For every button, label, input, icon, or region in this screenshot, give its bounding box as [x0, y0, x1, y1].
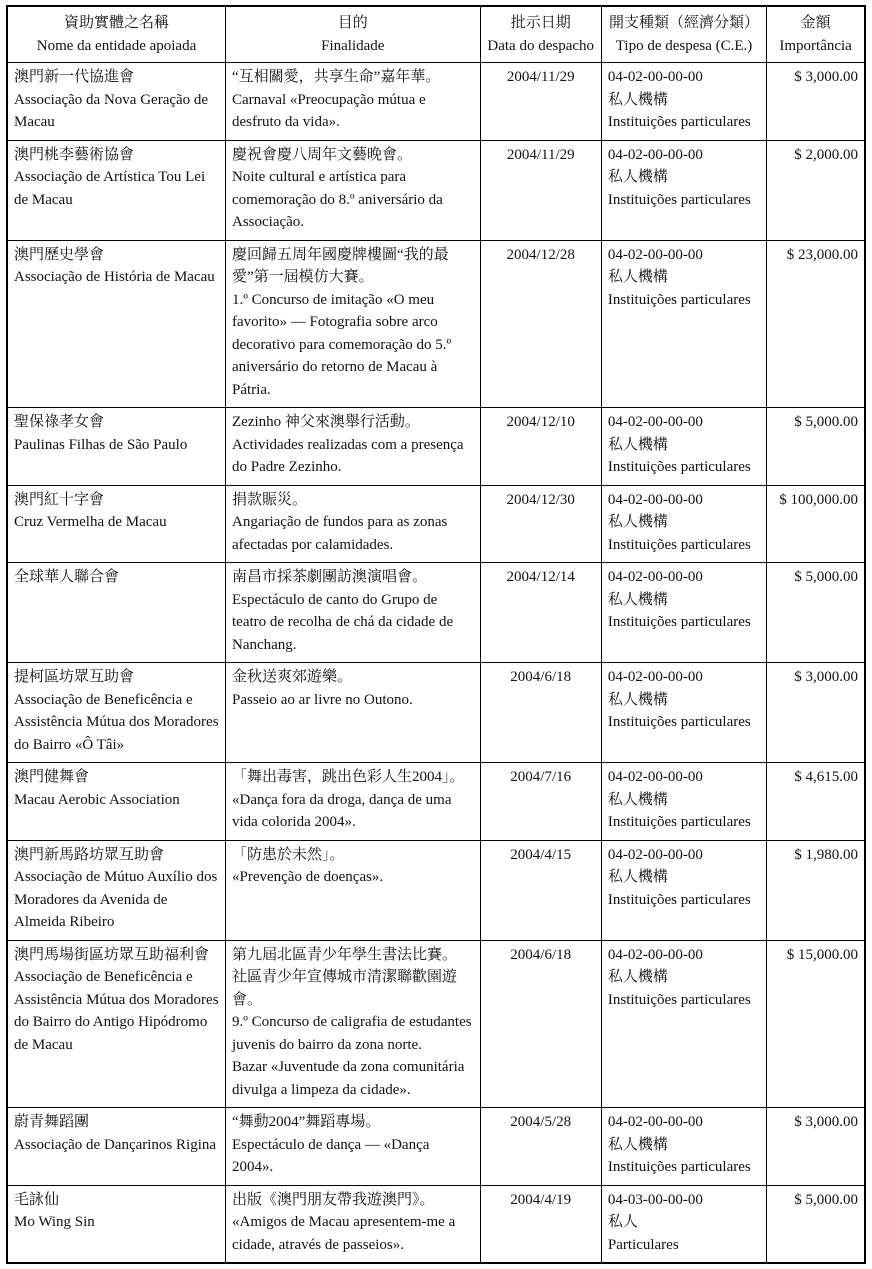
expense-type-zh: 私人機構 [607, 269, 668, 285]
amount-cell: $ 23,000.00 [767, 240, 865, 408]
table-row [7, 563, 865, 663]
subsidy-table [6, 5, 866, 1264]
expense-type-cell [601, 563, 766, 663]
purpose-line: 「防患於未然」。 [232, 846, 345, 863]
amount-cell: $ 3,000.00 [767, 663, 865, 763]
expense-type-zh: 私人機構 [607, 969, 668, 985]
amount-cell: $ 5,000.00 [767, 1185, 865, 1263]
expense-type-pt: Instituições particulares [607, 614, 751, 630]
entity-name-zh: 毛詠仙 [14, 1191, 60, 1208]
expense-type-zh: 私人機構 [607, 691, 668, 708]
expense-code: 04-02-00-00-00 [607, 846, 703, 863]
despacho-date-cell: 2004/7/16 [480, 763, 601, 841]
header-purpose-pt: Finalidade [321, 37, 385, 54]
entity-name-cell [7, 63, 226, 141]
purpose-line: 第九屆北區青少年學生書法比賽。 [232, 946, 458, 963]
purpose-cell [226, 240, 481, 408]
amount-cell: $ 4,615.00 [767, 763, 865, 841]
expense-type-pt: Instituições particulares [607, 291, 751, 308]
entity-name-zh: 提柯區坊眾互助會 [14, 669, 135, 685]
purpose-line: Noite cultural e artística para comemoração do 8.º aniversário da Associação. [232, 169, 443, 230]
entity-name-cell [7, 940, 226, 1108]
entity-name-pt: Associação de Beneficência e Assistência Mútua dos Moradores do Bairro do Antigo Hipódromo de Macau [14, 969, 219, 1053]
table-row [7, 240, 865, 408]
header-despacho-date [480, 6, 601, 63]
table-row [7, 663, 865, 763]
expense-type-cell [601, 485, 766, 563]
expense-type-zh: 私人機構 [607, 869, 668, 885]
amount-cell: $ 5,000.00 [767, 563, 865, 663]
expense-type-zh: 私人機構 [607, 169, 668, 185]
entity-name-cell [7, 563, 226, 663]
despacho-date-cell: 2004/4/19 [480, 1185, 601, 1263]
entity-name-pt: Associação de Dançarinos Rigina [14, 1136, 217, 1153]
expense-code: 04-02-00-00-00 [607, 769, 703, 785]
header-purpose-zh: 目的 [337, 15, 368, 31]
expense-code: 04-02-00-00-00 [607, 246, 703, 263]
entity-name-pt: Associação de Mútuo Auxílio dos Moradores da Avenida de Almeida Ribeiro [14, 869, 218, 930]
entity-name-cell [7, 663, 226, 763]
header-amount [767, 6, 865, 63]
amount-cell: $ 15,000.00 [767, 940, 865, 1108]
entity-name-cell [7, 240, 226, 408]
expense-type-cell [601, 663, 766, 763]
purpose-line: 「舞出毒害，跳出色彩人生2004」。 [232, 769, 465, 785]
expense-type-pt: Instituições particulares [607, 814, 751, 830]
despacho-date-cell: 2004/12/14 [480, 563, 601, 663]
expense-type-pt: Instituições particulares [607, 114, 751, 130]
entity-name-zh: 蔚青舞蹈團 [14, 1114, 90, 1130]
entity-name-cell [7, 485, 226, 563]
expense-type-pt: Instituições particulares [607, 714, 751, 730]
expense-code: 04-02-00-00-00 [607, 146, 703, 163]
despacho-date-cell: 2004/6/18 [480, 663, 601, 763]
entity-name-zh: 澳門健舞會 [14, 769, 90, 785]
entity-name-cell [7, 1108, 226, 1186]
table-row [7, 763, 865, 841]
table-row [7, 1185, 865, 1263]
despacho-date-cell: 2004/5/28 [480, 1108, 601, 1186]
header-entity-name [7, 6, 226, 63]
expense-code: 04-02-00-00-00 [607, 414, 703, 430]
expense-type-pt: Particulares [607, 1236, 679, 1253]
entity-name-cell [7, 140, 226, 240]
expense-type-zh: 私人機構 [607, 436, 668, 453]
entity-name-pt: Macau Aerobic Association [14, 791, 180, 808]
expense-type-cell [601, 840, 766, 940]
header-row [7, 6, 865, 63]
table-row [7, 940, 865, 1108]
purpose-line: 南昌市採茶劇團訪澳演唱會。 [232, 569, 428, 585]
expense-type-zh: 私人機構 [607, 514, 668, 530]
purpose-line: «Prevenção de doenças». [232, 869, 384, 885]
table-body [7, 63, 865, 1264]
purpose-line: 9.º Concurso de caligrafia de estudantes juvenis do bairro da zona norte. [232, 1014, 472, 1053]
amount-cell: $ 3,000.00 [767, 63, 865, 141]
purpose-cell [226, 840, 481, 940]
expense-type-cell [601, 140, 766, 240]
header-amount-zh: 金額 [800, 15, 831, 31]
header-purpose [226, 6, 481, 63]
header-entity-name-pt: Nome da entidade apoiada [36, 37, 197, 54]
expense-type-cell [601, 940, 766, 1108]
purpose-line: Carnaval «Preocupação mútua e desfruto da vida». [232, 91, 426, 130]
table-row [7, 140, 865, 240]
purpose-line: «Amigos de Macau apresentem-me a cidade, através de passeios». [232, 1214, 456, 1253]
entity-name-cell [7, 408, 226, 486]
entity-name-zh: 澳門歷史學會 [14, 246, 105, 263]
entity-name-zh: 聖保祿孝女會 [14, 414, 105, 430]
purpose-cell [226, 1108, 481, 1186]
expense-type-pt: Instituições particulares [607, 191, 751, 208]
despacho-date-cell: 2004/12/28 [480, 240, 601, 408]
header-expense-type-pt: Tipo de despesa (C.E.) [615, 37, 753, 54]
purpose-cell [226, 763, 481, 841]
expense-type-cell [601, 1108, 766, 1186]
gazette-subsidy-table-page [6, 5, 866, 1264]
table-row [7, 1108, 865, 1186]
entity-name-pt: Associação de Artística Tou Lei de Macau [14, 169, 206, 208]
despacho-date-cell: 2004/11/29 [480, 63, 601, 141]
expense-code: 04-03-00-00-00 [607, 1191, 703, 1208]
expense-type-zh: 私人機構 [607, 591, 668, 608]
amount-cell: $ 3,000.00 [767, 1108, 865, 1186]
header-despacho-date-zh: 批示日期 [510, 15, 571, 31]
purpose-line: 出版《澳門朋友帶我遊澳門》。 [232, 1191, 435, 1208]
purpose-line: 慶祝會慶八周年文藝晚會。 [232, 146, 413, 163]
purpose-cell [226, 940, 481, 1108]
purpose-line: 慶回歸五周年國慶牌樓圖“我的最愛”第一屆模仿大賽。 [232, 246, 449, 285]
purpose-line: 金秋送爽郊遊樂。 [232, 669, 353, 685]
entity-name-pt: Paulinas Filhas de São Paulo [14, 436, 188, 453]
table-row [7, 840, 865, 940]
entity-name-zh: 全球華人聯合會 [14, 569, 120, 585]
table-header [7, 6, 865, 63]
purpose-cell [226, 1185, 481, 1263]
purpose-line: 社區青少年宣傳城市清潔聯歡園遊會。 [232, 969, 458, 1008]
table-row [7, 485, 865, 563]
purpose-line: Actividades realizadas com a presença do Padre Zezinho. [232, 436, 464, 475]
expense-type-cell [601, 1185, 766, 1263]
header-amount-pt: Importância [779, 37, 852, 54]
expense-type-cell [601, 240, 766, 408]
table-row [7, 63, 865, 141]
purpose-line: Zezinho 神父來澳舉行活動。 [232, 414, 420, 430]
amount-cell: $ 1,980.00 [767, 840, 865, 940]
purpose-line: 1.º Concurso de imitação «O meu favorito» — Fotografia sobre arco decorativo para comemoração do 5.º aniversário do retorno de Macau à Pátria. [232, 291, 452, 398]
header-entity-name-zh: 資助實體之名稱 [63, 15, 169, 31]
expense-type-cell [601, 63, 766, 141]
amount-cell: $ 5,000.00 [767, 408, 865, 486]
purpose-cell [226, 485, 481, 563]
expense-code: 04-02-00-00-00 [607, 946, 703, 963]
purpose-line: 捐款賑災。 [232, 491, 308, 508]
entity-name-pt: Cruz Vermelha de Macau [14, 514, 167, 530]
entity-name-pt: Associação de História de Macau [14, 269, 215, 285]
entity-name-zh: 澳門新一代協進會 [14, 69, 135, 85]
amount-cell: $ 2,000.00 [767, 140, 865, 240]
entity-name-zh: 澳門桃李藝術協會 [14, 146, 135, 163]
expense-type-pt: Instituições particulares [607, 536, 751, 553]
despacho-date-cell: 2004/12/10 [480, 408, 601, 486]
entity-name-pt: Associação da Nova Geração de Macau [14, 91, 209, 130]
header-expense-type-zh: 開支種類（經濟分類） [609, 15, 760, 31]
table-row [7, 408, 865, 486]
purpose-cell [226, 563, 481, 663]
purpose-line: Bazar «Juventude da zona comunitária divulga a limpeza da cidade». [232, 1059, 465, 1098]
expense-type-cell [601, 408, 766, 486]
expense-type-pt: Instituições particulares [607, 991, 751, 1008]
entity-name-zh: 澳門馬場街區坊眾互助福利會 [14, 946, 210, 963]
expense-type-zh: 私人機構 [607, 91, 668, 108]
despacho-date-cell: 2004/11/29 [480, 140, 601, 240]
purpose-line: “舞動2004”舞蹈專場。 [232, 1114, 381, 1130]
expense-type-cell [601, 763, 766, 841]
purpose-line: Passeio ao ar livre no Outono. [232, 691, 413, 708]
expense-type-pt: Instituições particulares [607, 459, 751, 475]
purpose-line: Angariação de fundos para as zonas afectadas por calamidades. [232, 514, 448, 553]
entity-name-pt: Associação de Beneficência e Assistência Mútua dos Moradores do Bairro «Ô Tâi» [14, 691, 219, 753]
expense-type-zh: 私人 [607, 1214, 638, 1230]
purpose-line: “互相關愛，共享生命”嘉年華。 [232, 69, 441, 85]
purpose-cell [226, 663, 481, 763]
purpose-cell [226, 63, 481, 141]
purpose-cell [226, 140, 481, 240]
purpose-line: «Dança fora da droga, dança de uma vida colorida 2004». [232, 791, 452, 830]
expense-code: 04-02-00-00-00 [607, 491, 703, 508]
amount-cell: $ 100,000.00 [767, 485, 865, 563]
purpose-cell [226, 408, 481, 486]
purpose-line: Espectáculo de dança — «Dança 2004». [232, 1136, 430, 1175]
entity-name-cell [7, 840, 226, 940]
despacho-date-cell: 2004/12/30 [480, 485, 601, 563]
entity-name-cell [7, 1185, 226, 1263]
header-despacho-date-pt: Data do despacho [487, 37, 595, 54]
entity-name-pt: Mo Wing Sin [14, 1214, 95, 1230]
despacho-date-cell: 2004/6/18 [480, 940, 601, 1108]
expense-type-zh: 私人機構 [607, 791, 668, 808]
expense-type-zh: 私人機構 [607, 1136, 668, 1153]
purpose-line: Espectáculo de canto do Grupo de teatro de recolha de chá da cidade de Nanchang. [232, 591, 454, 653]
entity-name-zh: 澳門紅十字會 [14, 491, 105, 508]
despacho-date-cell: 2004/4/15 [480, 840, 601, 940]
expense-code: 04-02-00-00-00 [607, 669, 703, 685]
expense-code: 04-02-00-00-00 [607, 569, 703, 585]
entity-name-zh: 澳門新馬路坊眾互助會 [14, 846, 165, 863]
expense-type-pt: Instituições particulares [607, 1159, 751, 1175]
header-expense-type [601, 6, 766, 63]
expense-code: 04-02-00-00-00 [607, 1114, 703, 1130]
expense-type-pt: Instituições particulares [607, 891, 751, 908]
entity-name-cell [7, 763, 226, 841]
expense-code: 04-02-00-00-00 [607, 69, 703, 85]
